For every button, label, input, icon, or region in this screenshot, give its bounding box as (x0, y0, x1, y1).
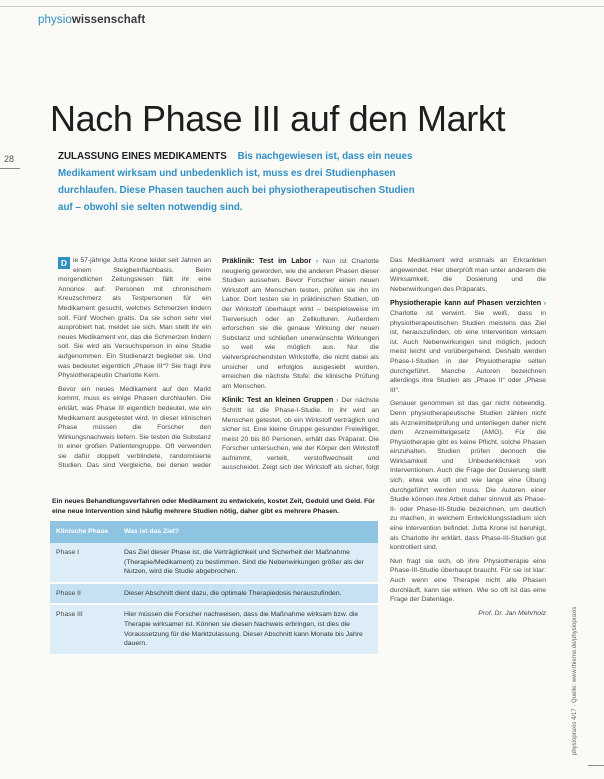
phase-cell: Phase I (50, 543, 118, 583)
table-header-row (50, 521, 378, 543)
col2-paragraph-2: Der nächste Schritt ist die Phase-I-Studie. In ihr wird an Menschen getestet, ob ein Wirkstoff verträglich und sicher ist. Eine kleine Gruppe gesunder Freiwilliger, meist 20 bis 80 Personen, erhält das Präparat. Die Forscher untersuchen, wie der Körper den Wirkstoff aufnimmt, verteilt, verstoffwechselt und ausscheidet. Zeigt sich der Wirkstoff als sicher, folgt (222, 397, 379, 471)
col3-paragraph-4: Nun fragt sie sich, ob ihre Physiotherapie eine Phase-III-Studie überhaupt braucht. Für sie ist klar: Auch wenn eine Therapie nicht alle Phasen durchläuft, kann sie wirken. Wie so oft ist das eine Frage der Datenlage. (390, 557, 546, 604)
goal-cell: Das Ziel dieser Phase ist, die Verträglichkeit und Sicherheit der Maßnahme (Therapie/Medikament) zu bestimmen. Sind die Nebenwirkungen größer als der Nutzen, wird die Studie abgebrochen. (118, 543, 378, 583)
column-header-phase: Klinische Phase (50, 521, 118, 543)
article-lead (58, 148, 430, 216)
table-row (50, 583, 378, 605)
author-signature: Prof. Dr. Jan Mehrholz (478, 609, 546, 617)
col2-subheading-1: Präklinik: Test im Labor (222, 256, 312, 265)
page-number: 28 (4, 154, 15, 164)
col1-paragraph-1: ie 57-jährige Jutta Krone leidet seit Jahren an einem Steigbeinflachbasis. Beim morgendlichen Zeitungslesen fällt ihr eine Annonce auf: Personen mit chronischem Kreuzschmerz als Testpersonen für ein Medikament gesucht, welches Schmerzen lindern soll. Fünf Wochen gratis. Da sie schon sehr viel ausprobiert hat, meldet sie sich. Man stellt ihr ein neues Medikament vor, das die Schmerzen lindern soll. Sie wird als Versuchsperson in eine Studie aufgenommen. Ein Studienarzt begleitet sie. Und was bedeutet eigentlich „Phase III“? Sie fragt ihre Physiotherapeutin Charlotte Kern. (58, 257, 211, 380)
column-header-goal: Was ist das Ziel? (118, 521, 378, 543)
section-prefix: physio (38, 14, 72, 26)
col2-subheading-2: Klinik: Test an kleinen Gruppen (222, 395, 334, 405)
article-kicker: ZULASSUNG EINES MEDIKAMENTS (58, 151, 227, 162)
margin-tick (588, 765, 604, 766)
col3-paragraph-1: Das Medikament wird erstmals an Erkrankten angewendet. Hier überprüft man unter anderem die Wirksamkeit, die Dosierung und die Nebenwirkungen des Präparats. (390, 257, 546, 293)
page-tick (0, 168, 20, 169)
phase-cell: Phase III (50, 604, 118, 654)
top-rule (0, 6, 604, 7)
col3-paragraph-2: Charlotte ist verwirrt. Sie weiß, dass in physiotherapeutischen Studien meistens das Ziel ist, herauszufinden, ob eine Intervention wirksam ist. Auch Nebenwirkungen sind möglich, jedoch meist leicht und vorübergehend. Deshalb werden Phase-I-Studien in der Physiotherapie selten durchgeführt. Manche Autoren bezeichnen allerdings ihre Studien als „Phase II“ oder „Phase III“. (390, 309, 546, 394)
col3-subheading: Physiotherapie kann auf Phasen verzichten (390, 298, 542, 308)
dropcap: D (58, 257, 70, 269)
goal-cell: Hier müssen die Forscher nachweisen, dass die Maßnahme wirksam bzw. die Therapie wirksamer ist. Können sie diesen Nachweis erbringen, ist dies die Voraussetzung für die Marktzulassung. Dieser Abschnitt kann Monate bis Jahre dauern. (118, 604, 378, 654)
box-caption: Ein neues Behandlungsverfahren oder Medikament zu entwickeln, kostet Zeit, Geduld und Geld. Für eine neue Intervention sind häufig mehrere Studien nötig, daher gibt es mehrere Phasen. (52, 498, 375, 515)
section-header (38, 14, 145, 26)
article-title: Nach Phase III auf den Markt (50, 98, 506, 139)
margin-note (567, 520, 581, 760)
col3-paragraph-3: Genauer genommen ist das gar nicht notwendig. Denn physiotherapeutische Studien zählen nicht als Arzneimittelprüfung und unterliegen daher nicht dem Arzneimittelgesetz (AMG). Für die Physiotherapie gibt es keine Pflicht, solche Phasen einzuhalten. Studien prüfen dennoch die Wirksamkeit und Unbedenklichkeit von Interventionen. Auch die Frage der Dosierung stellt sich, etwa wie oft und wie lange eine Übung durchgeführt werden muss. Die Autoren einer Studie können ihre Arbeit daher sinnvoll als Phase-II- oder Phase-III-Studie bezeichnen, um deutlich zu machen, in welchem Entwicklungsstadium sich eine Intervention befindet. Jutta Krone ist beruhigt, als Charlotte ihr erklärt, dass Phase-III-Studien gut kontrolliert sind. (390, 400, 546, 552)
col2-paragraph-1: Nun ist Charlotte neugierig geworden, wie die anderen Phasen dieser Studien aussehen. Bevor Forscher einen neuen Wirkstoff am Menschen testen, prüfen sie ihn im Labor. Dort testen sie in präklinischen Studien, ob der Wirkstoff überhaupt wirkt – beispielsweise im Tierversuch oder an Zellkulturen. Außerdem erforschen sie die genaue Wirkung der neuen Substanz und schließen unerwünschte Wirkungen so weit wie möglich aus. Nur die vielversprechendsten Wirkstoffe, die nicht dabei als unsicher und erfolglos ausgesiebt wurden, erreichen die nächste Stufe: die klinische Prüfung am Menschen. (222, 258, 379, 390)
table-row (50, 543, 378, 583)
phases-table (50, 521, 378, 656)
column-3: Das Medikament wird erstmals an Erkrankten angewendet. Hier überprüft man unter anderem die Wirksamkeit, die Dosierung und die Nebenwirkungen des Präparats. Physiotherapie kann auf Phasen verzichten › Charlotte ist verwirrt. Sie weiß, dass in physiotherapeutischen Studien meistens das Ziel ist, herauszufinden, ob eine Intervention wirksam ist. Auch Nebenwirkungen sind möglich, jedoch meist leicht und vorübergehend. Deshalb werden Phase-I-Studien in der Physiotherapie selten durchgeführt. Manche Autoren bezeichnen allerdings ihre Studien als „Phase II“ oder „Phase III“. Genauer genommen ist das gar nicht notwendig. Denn physiotherapeutische Studien zählen nicht als Arzneimittelprüfung und unterliegen daher nicht dem Arzneimittelgesetz (AMG). Für die Physiotherapie gibt es keine Pflicht, solche Phasen einzuhalten. Studien prüfen dennoch die Wirksamkeit und Unbedenklichkeit von Interventionen. Auch die Frage der Dosierung stellt sich, etwa wie oft und wie lange eine Übung durchgeführt werden muss. Die Autoren einer Studie können ihre Arbeit daher sinnvoll als Phase-II- oder Phase-III-Studie bezeichnen, um deutlich zu machen, in welchem Entwicklungsstadium sich eine Intervention befindet. Jutta Krone ist beruhigt, als Charlotte ihr erklärt, dass Phase-III-Studien gut kontrolliert sind. Nun fragt sie sich, ob ihre Physiotherapie eine Phase-III-Studie überhaupt braucht. Für sie ist klar: Auch wenn eine Therapie nicht alle Phasen durchläuft, kann sie wirken. Wie so oft ist das eine Frage der Datenlage. Prof. Dr. Jan Mehrholz (390, 257, 546, 617)
goal-cell: Dieser Abschnitt dient dazu, die optimale Therapiedosis herauszufinden. (118, 583, 378, 605)
phase-cell: Phase II (50, 583, 118, 605)
section-name: wissenschaft (71, 14, 146, 26)
column-1 (58, 256, 211, 471)
column-2: Präklinik: Test im Labor › Nun ist Charlotte neugierig geworden, wie die anderen Phasen dieser Studien aussehen. Bevor Forscher einen neuen Wirkstoff am Menschen testen, prüfen sie ihn im Labor. Dort testen sie in präklinischen Studien, ob der Wirkstoff überhaupt wirkt – beispielsweise im Tierversuch oder an Zellkulturen. Außerdem erforschen sie die genaue Wirkung der neuen Substanz und schließen unerwünschte Wirkungen so weit wie möglich aus. Nur die vielversprechendsten Wirkstoffe, die nicht dabei als unsicher und erfolglos ausgesiebt wurden, erreichen die nächste Stufe: die klinische Prüfung am Menschen. Klinik: Test an kleinen Gruppen › Der nächste Schritt ist die Phase-I-Studie. In ihr wird an Menschen getestet, ob ein Wirkstoff verträglich und sicher ist. Eine kleine Gruppe gesunder Freiwilliger, meist 20 bis 80 Personen, erhält das Präparat. Die Forscher untersuchen, wie der Körper den Wirkstoff aufnimmt, verteilt, verstoffwechselt und ausscheidet. Zeigt sich der Wirkstoff als sicher, folgt (222, 256, 379, 471)
margin-note-text: physiopraxis 4/17 · Quelle: www.thieme.de/physiopraxis (572, 606, 578, 755)
table-row (50, 604, 378, 654)
lead-text: Bis nachgewiesen ist, dass ein neues Medikament wirksam und unbedenklich ist, muss es drei Studienphasen durchlaufen. Diese Phasen tauchen auch bei physiotherapeutischen Studien auf – obwohl sie selten notwendig sind. (58, 151, 415, 213)
col1-paragraph-2: Bevor ein neues Medikament auf den Markt kommt, muss es einige Phasen durchlaufen. Die erklärt, was Phase III eigentlich bedeutet, wie ein Medikament ausgetestet wird. In dieser klinischen Phase müssen die Forscher den Wirkungsnachweis liefern. Sie testen die Substanz in einer großen Patientengruppe. Oft verwenden sie dafür doppelt verblindete, randomisierte Studien. Das sind Vergleiche, bei denen weder (58, 385, 211, 470)
